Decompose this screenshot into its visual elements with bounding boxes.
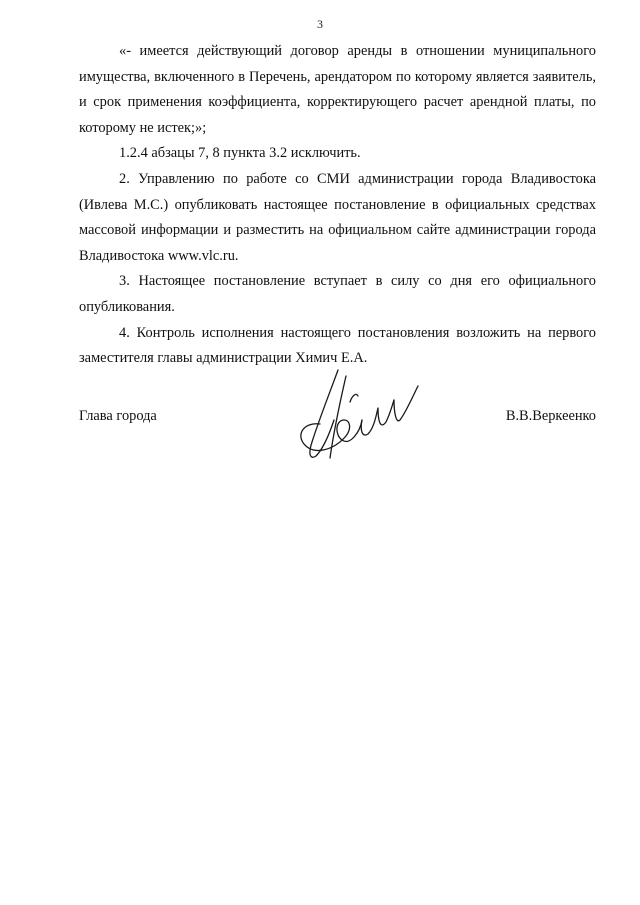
paragraph-item-1-2-4: 1.2.4 абзацы 7, 8 пункта 3.2 исключить. xyxy=(119,145,361,162)
paragraph-item-4: 4. Контроль исполнения настоящего постановления возложить на первого заместителя главы администрации Химич Е.А. xyxy=(79,324,596,367)
paragraph-item-2: 2. Управлению по работе со СМИ администрации города Владивостока (Ивлева М.С.) опубликовать настоящее постановление в официальных средствах массовой информации и разместить на официальном сайте администрации города Владивостока www.vlc.ru. xyxy=(79,170,596,264)
signatory-title: Глава города xyxy=(79,408,157,424)
paragraph-item-3: 3. Настоящее постановление вступает в силу со дня его официального опубликования. xyxy=(79,273,596,315)
signatory-name: В.В.Веркеенко xyxy=(505,408,596,424)
page-number: 3 xyxy=(317,17,323,31)
paragraph-amendment-quote: «- имеется действующий договор аренды в отношении муниципального имущества, включенного в Перечень, арендатором по которому является заявитель, и срок применения коэффициента, корректирующего расчет арендной платы, по которому не истек;»; xyxy=(79,43,596,136)
signature-row xyxy=(79,408,596,432)
document-body xyxy=(79,39,596,372)
